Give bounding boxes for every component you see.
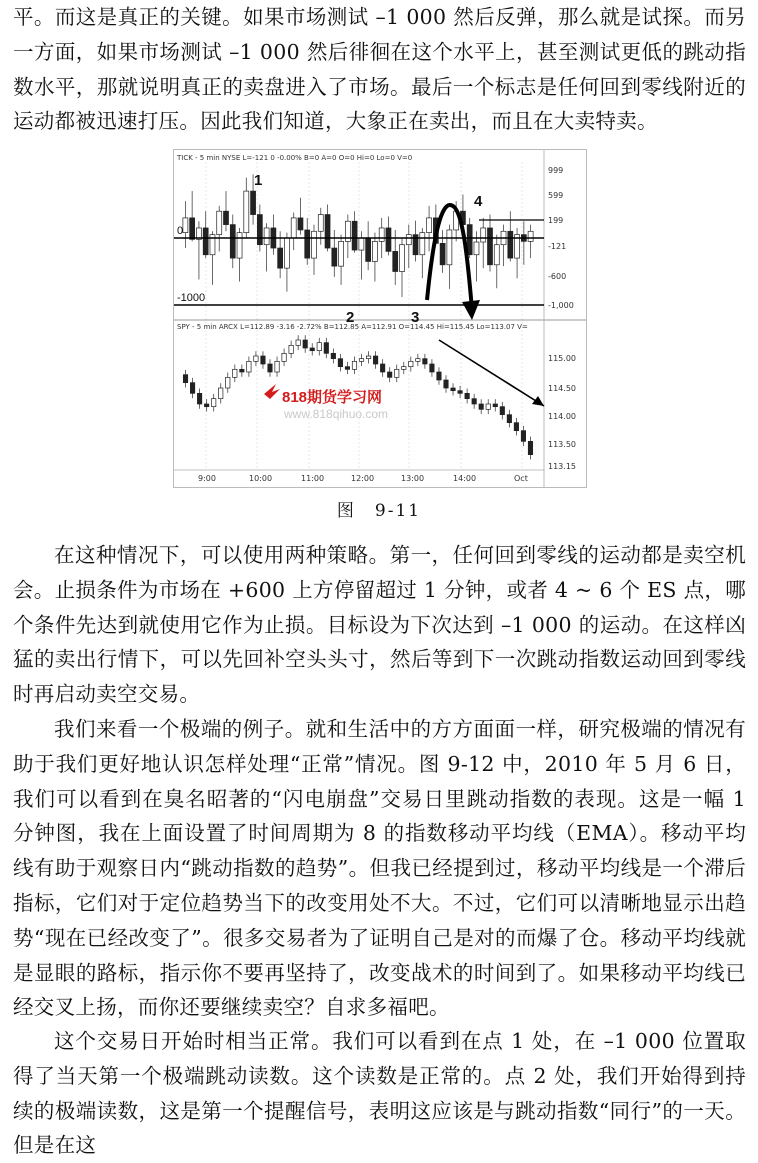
time-axis-label: 14:00 [453,474,477,483]
time-axis-label: 9:00 [198,474,216,483]
paragraph-extreme-example: 我们来看一个极端的例子。就和生活中的方方面面一样，研究极端的情况有助于我们更好地认识怎样处理“正常”情况。图 9-12 中，2010 年 5 月 6 日，我们可以看到在臭名昭著的“闪电崩盘”交易日里跳动指数的表现。这是一幅 1 分钟图，我在上面设置了时间周期为 8 的指数移动平均线（EMA）。移动平均线有助于观察日内“跳动指数的趋势”。但我已经提到过，移动平均线是一个滞后指标，它们对于定位趋势当下的改变用处不大。不过，它们可以清晰地显示出趋势“现在已经改变了”。很多交易者为了证明自己是对的而爆了仓。移动平均线就是显眼的路标，指示你不要再坚持了，改变战术的时间到了。如果移动平均线已经交叉上扬，而你还要继续卖空？自求多福吧。 [13,717,746,1020]
tick-axis-label: 199 [548,216,564,225]
point-1-label: 1 [254,172,263,189]
time-axis-label: 13:00 [401,474,425,483]
tick-axis-label: 599 [548,191,564,200]
paragraph-strategies: 在这种情况下，可以使用两种策略。第一，任何回到零线的运动都是卖空机会。止损条件为市场在 +600 上方停留超过 1 分钟，或者 4 ~ 6 个 ES 点，哪个条件先达到就使用它作为止损。目标设为下次达到 –1 000 的运动。在这样凶猛的卖出行情下，可以先回补空头头寸，然后等到下一次跳动指数运动回到零线时再启动卖空交易。 [13,543,746,707]
point-4-label: 4 [474,193,483,210]
spy-chart-header: SPY - 5 min ARCX L=112.89 -3.16 -2.72% B=112.85 A=112.91 O=114.45 Hi=115.45 Lo=113.07 V= [177,323,528,331]
figure-9-11 [173,149,587,488]
spy-axis-label: 114.50 [548,384,576,393]
point-3-label: 3 [411,309,420,326]
spy-axis-label: 113.15 [548,462,576,471]
tick-axis-label: -121 [548,242,567,251]
spy-axis-label: 114.00 [548,412,576,421]
tick-chart-header: TICK - 5 min NYSE L=-121 0 -0.00% B=0 A=0 O=0 Hi=0 Lo=0 V=0 [177,154,413,162]
watermark-url: www.818qihuo.com [284,407,389,421]
tick-axis-label: -1,000 [548,301,574,310]
figure-caption: 图 9-11 [336,501,422,521]
minus1000-label: -1000 [177,292,206,304]
paragraph-trading-day: 这个交易日开始时相当正常。我们可以看到在点 1 处，在 –1 000 位置取得了当天第一个极端跳动读数。这个读数是正常的。点 2 处，我们开始得到持续的极端读数，这是第一个提醒信号，表明这应该是与跳动指数“同行”的一天。但是在这 [13,1029,746,1158]
time-axis-label: 10:00 [249,474,273,483]
spy-axis-label: 115.00 [548,354,576,363]
time-axis-label: 11:00 [301,474,325,483]
tick-axis-label: 999 [548,166,564,175]
time-axis-label: Oct [514,474,528,483]
paragraph-continued: 平。而这是真正的关键。如果市场测试 –1 000 然后反弹，那么就是试探。而另一方面，如果市场测试 –1 000 然后徘徊在这个水平上，甚至测试更低的跳动指数水平，那就说明真正的卖盘进入了市场。最后一个标志是任何回到零线附近的运动都被迅速打压。因此我们知道，大象正在卖出，而且在大卖特卖。 [13,5,746,134]
time-axis-label: 12:00 [351,474,375,483]
point-2-label: 2 [346,309,355,326]
tick-and-spy-chart [174,150,586,487]
watermark-text: 818期货学习网 [282,389,383,406]
tick-axis-label: -600 [548,272,567,281]
spy-axis-label: 113.50 [548,440,576,449]
zero-label: 0 [177,225,184,237]
